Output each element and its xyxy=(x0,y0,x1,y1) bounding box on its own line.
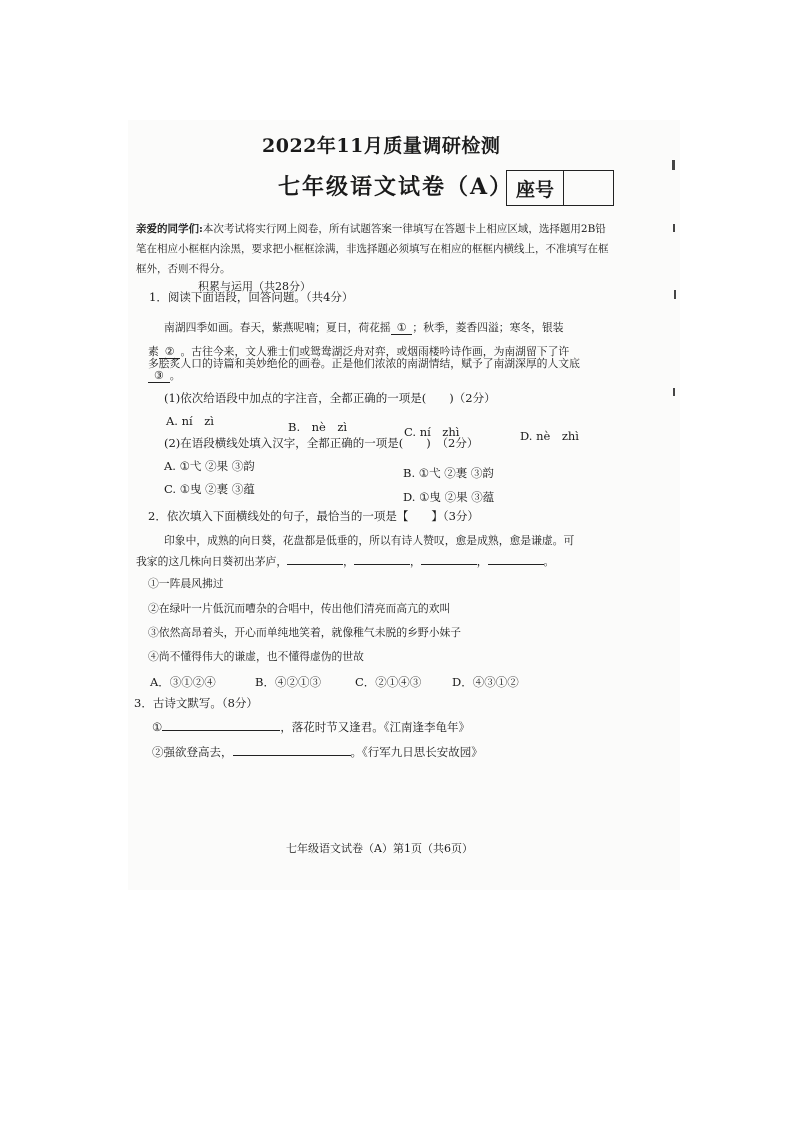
blank-1: ① xyxy=(391,321,413,335)
q1-passage-line2: 素 ② 。古往今来，文人雅士们或鸳鸯湖泛舟对弈，或烟雨楼吟诗作画，为南湖留下了许 xyxy=(148,345,570,358)
q2-option-b[interactable]: B．④②①③ xyxy=(255,675,321,689)
section-title: 积累与运用（共28分） xyxy=(198,280,311,293)
q3-blank-1[interactable] xyxy=(162,730,280,731)
instructions-lead: 亲爱的同学们: xyxy=(136,223,203,235)
q1-sub1-option-d[interactable]: D. nè zhì xyxy=(520,429,579,443)
q1-passage-line1: 南湖四季如画。春天，紫燕呢喃；夏日，荷花摇 ① ；秋季，菱香四溢；寒冬，银装 xyxy=(164,321,564,334)
exam-title: 2022年11月质量调研检测 xyxy=(262,135,501,157)
q1-stem: 1．阅读下面语段，回答问题。（共4分） xyxy=(149,290,354,304)
scan-edge-mark xyxy=(673,388,675,396)
page-footer: 七年级语文试卷（A）第1页（共6页） xyxy=(286,842,473,855)
q1-sub2-option-c[interactable]: C. ①曳 ②裹 ③蕴 xyxy=(164,482,255,496)
q2-item-3: ③依然高昂着头，开心而单纯地笑着，就像稚气未脱的乡野小妹子 xyxy=(148,626,462,639)
q2-option-a[interactable]: A．③①②④ xyxy=(150,675,216,689)
instructions xyxy=(136,219,614,279)
seat-number-field[interactable] xyxy=(564,171,613,205)
q2-option-d[interactable]: D．④③①② xyxy=(452,675,519,689)
blank-3: ③ xyxy=(148,369,170,383)
seat-number-box xyxy=(506,170,614,206)
q1-sub2-option-b[interactable]: B. ①弋 ②裹 ③韵 xyxy=(403,466,494,480)
blank-2: ② xyxy=(159,345,181,359)
q1-sub1-option-a[interactable]: A. ní zì xyxy=(166,414,214,428)
q2-item-2: ②在绿叶一片低沉而嘈杂的合唱中，传出他们清亮而高亢的欢叫 xyxy=(148,602,451,615)
q1-sub2-option-a[interactable]: A. ①弋 ②果 ③韵 xyxy=(164,459,255,473)
q1-sub1-option-b[interactable]: B. nè zì xyxy=(288,420,348,434)
q3-line-2: ②强欲登高去， 。《行军九日思长安故园》 xyxy=(152,745,483,759)
q1-passage-line3: 多脍炙人口的诗篇和美妙绝伦的画卷。正是他们浓浓的南湖情结，赋予了南湖深厚的人文底 xyxy=(148,357,580,370)
q2-option-c[interactable]: C．②①④③ xyxy=(355,675,422,689)
q3-blank-2[interactable] xyxy=(233,755,351,756)
scan-edge-mark xyxy=(672,160,675,170)
q2-passage-line1: 印象中，成熟的向日葵，花盘都是低垂的，所以有诗人赞叹，愈是成熟，愈是谦虚。可 xyxy=(164,534,575,547)
q2-passage-line2: 我家的这几株向日葵初出茅庐， ， ， ， 。 xyxy=(136,555,555,568)
q2-blank-1[interactable] xyxy=(287,564,343,565)
q1-passage-line4: ③ 。 xyxy=(148,368,180,383)
q2-item-4: ④尚不懂得伟大的谦虚，也不懂得虚伪的世故 xyxy=(148,650,364,663)
q2-blank-4[interactable] xyxy=(488,564,544,565)
q1-sub1: (1)依次给语段中加点的字注音，全都正确的一项是( )（2分） xyxy=(164,391,496,405)
instructions-text: 本次考试将实行网上阅卷，所有试题答案一律填写在答题卡上相应区域，选择题用2B铅笔在相应小框框内涂黑，要求把小框框涂满，非选择题必须填写在相应的框框内横线上，不准填写在框框外，否则不得分。 xyxy=(136,223,609,275)
q2-item-1: ①一阵晨风拂过 xyxy=(148,577,224,590)
scan-edge-mark xyxy=(674,290,676,299)
scan-edge-mark xyxy=(673,224,675,232)
q1-sub2-option-d[interactable]: D. ①曳 ②果 ③蕴 xyxy=(403,490,495,504)
q3-line-1: ① ，落花时节又逢君。《江南逢李龟年》 xyxy=(152,720,471,734)
q2-stem: 2．依次填入下面横线处的句子，最恰当的一项是【 】（3分） xyxy=(148,509,479,523)
q2-blank-2[interactable] xyxy=(354,564,410,565)
q3-stem: 3．古诗文默写。（8分） xyxy=(134,696,258,710)
seat-label: 座号 xyxy=(507,171,564,205)
exam-subtitle: 七年级语文试卷（A） xyxy=(278,174,514,200)
q1-sub1-option-c[interactable]: C. ní zhì xyxy=(404,425,460,439)
q1-sub2: (2)在语段横线处填入汉字，全都正确的一项是( ) （2分） xyxy=(164,436,479,450)
q2-blank-3[interactable] xyxy=(421,564,477,565)
